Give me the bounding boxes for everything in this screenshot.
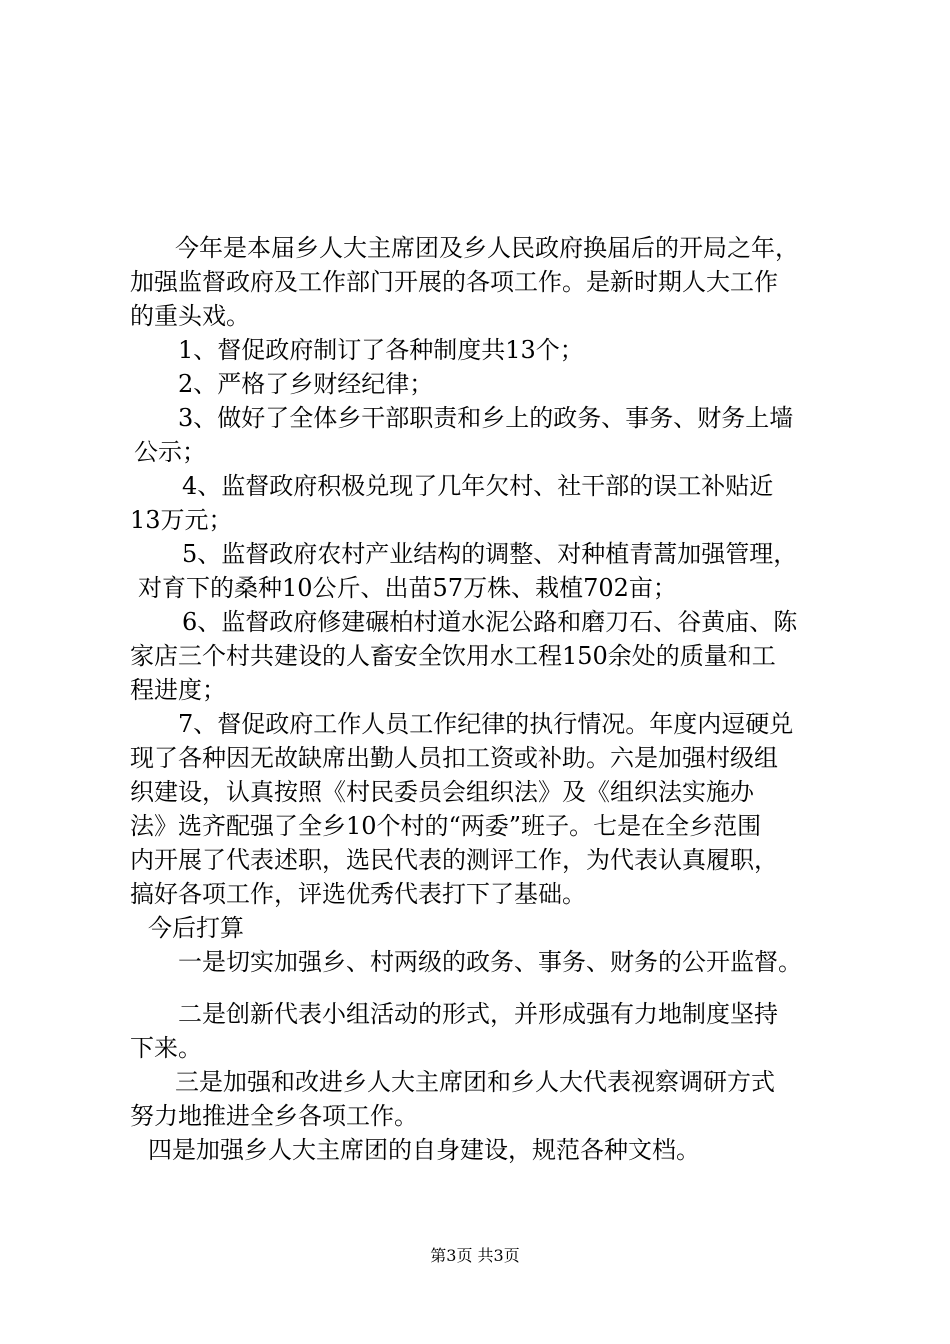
text-line: 3、做好了全体乡干部职责和乡上的政务、事务、财务上墙 [178, 404, 794, 432]
text-line: 今年是本届乡人大主席团及乡人民政府换届后的开局之年， [175, 234, 799, 262]
text-line: 1、督促政府制订了各种制度共13个； [178, 336, 584, 364]
text-line: 四是加强乡人大主席团的自身建设，规范各种文档。 [148, 1136, 700, 1164]
text-line: 程进度； [130, 676, 226, 704]
text-line: 三是加强和改进乡人大主席团和乡人大代表视察调研方式 [175, 1068, 775, 1096]
text-line: 2、严格了乡财经纪律； [178, 370, 434, 398]
text-line: 家店三个村共建设的人畜安全饮用水工程150余处的质量和工 [130, 642, 776, 670]
paragraph-gap [130, 979, 850, 997]
text-line: 的重头戏。 [130, 302, 250, 330]
text-line: 努力地推进全乡各项工作。 [130, 1102, 418, 1130]
document-body [130, 231, 850, 1167]
text-line: 二是创新代表小组活动的形式，并形成强有力地制度坚持 [178, 1000, 778, 1028]
text-line: 4、监督政府积极兑现了几年欠村、社干部的误工补贴近 [182, 472, 774, 500]
text-line: 对育下的桑种10公斤、出苗57万株、栽植702亩； [138, 574, 677, 602]
text-line: 一是切实加强乡、村两级的政务、事务、财务的公开监督。 [178, 948, 802, 976]
text-line: 5、监督政府农村产业结构的调整、对种植青蒿加强管理， [182, 540, 798, 568]
text-line: 公示； [134, 438, 206, 466]
text-line: 7、督促政府工作人员工作纪律的执行情况。年度内逗硬兑 [178, 710, 794, 738]
text-line: 法》选齐配强了全乡10个村的“两委”班子。七是在全乡范围 [130, 812, 762, 840]
text-line: 今后打算 [148, 914, 244, 942]
text-line: 13万元； [130, 506, 233, 534]
text-line: 加强监督政府及工作部门开展的各项工作。是新时期人大工作 [130, 268, 778, 296]
page-footer: 第3页 共3页 [430, 1246, 520, 1265]
text-line: 织建设，认真按照《村民委员会组织法》及《组织法实施办 [130, 778, 754, 806]
text-line: 搞好各项工作，评选优秀代表打下了基础。 [130, 880, 586, 908]
text-line: 现了各种因无故缺席出勤人员扣工资或补助。六是加强村级组 [130, 744, 778, 772]
text-line: 内开展了代表述职，选民代表的测评工作，为代表认真履职， [130, 846, 778, 874]
text-line: 6、监督政府修建碾柏村道水泥公路和磨刀石、谷黄庙、陈 [182, 608, 798, 636]
text-line: 下来。 [130, 1034, 202, 1062]
